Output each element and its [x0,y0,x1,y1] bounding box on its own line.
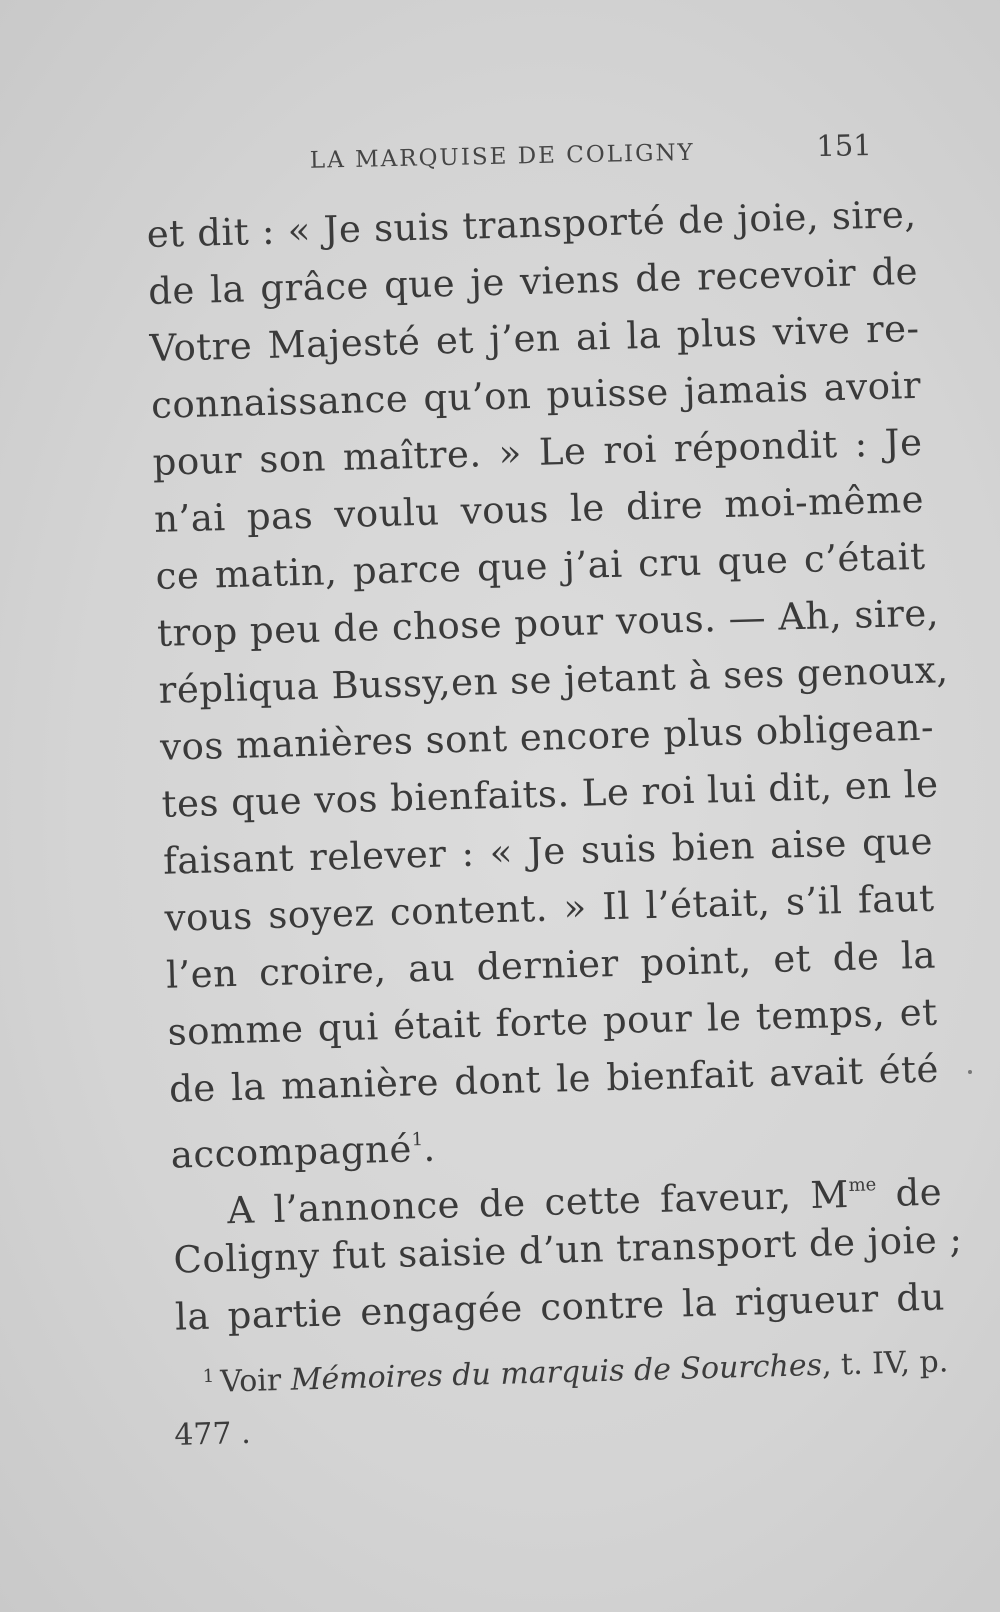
text-line: pour son maître. » Le roi répondit : Je [152,420,924,484]
footnote-marker: 1 [202,1365,215,1388]
main-text [146,186,963,1346]
paper-speck [968,1070,972,1074]
text-line: tes que vos bienfaits. Le roi lui dit, en le [161,762,939,826]
text-line: trop peu de chose pour vous. — Ah, sire, [156,591,940,655]
footnote-reference: 1 [411,1129,424,1151]
text-fragment: accompagné [170,1127,413,1177]
text-line: faisant relever : « Je suis bien aise que [162,819,934,883]
text-line: l’en croire, au dernier point, et de la [165,933,937,997]
text-line: connaissance qu’on puisse jamais avoir [150,363,922,427]
text-fragment: de [875,1170,943,1216]
text-line: de la manière dont le bienfait avait été [168,1047,940,1111]
text-line: vous soyez content. » Il l’était, s’il faut [164,876,935,940]
text-fragment: A l’annonce de cette faveur, M [226,1172,850,1233]
superscript-abbreviation: me [848,1174,877,1196]
footnote-line: 477 . [173,1415,252,1453]
text-line: Votre Majesté et j’en ai la plus vive re- [149,306,921,370]
page-header [299,128,890,190]
text-line: de la grâce que je viens de recevoir de [147,249,919,313]
text-line: vos manières sont encore plus obligean- [159,705,935,769]
text-fragment: Voir [219,1362,292,1400]
text-line: n’ai pas voulu vous le dire moi-même [153,477,925,541]
text-line: répliqua Bussy,en se jetant à ses genoux, [158,648,949,712]
text-line: et dit : « Je suis transporté de joie, sire, [146,192,918,256]
text-line: la partie engagée contre la rigueur du [174,1275,946,1339]
text-line: ce matin, parce que j’ai cru que c’était [155,534,926,598]
text-line: Coligny fut saisie d’un transport de joie ; [173,1217,963,1282]
page-number: 151 [816,128,873,164]
cited-work-title: Mémoires du marquis de Sourches [290,1347,823,1398]
text-fragment: , t. IV, p. [821,1344,949,1383]
running-title: LA MARQUISE DE COLIGNY [309,139,695,174]
text-fragment: . [422,1126,437,1171]
footnote [172,1331,949,1462]
text-line: somme qui était forte pour le temps, et [167,990,938,1054]
